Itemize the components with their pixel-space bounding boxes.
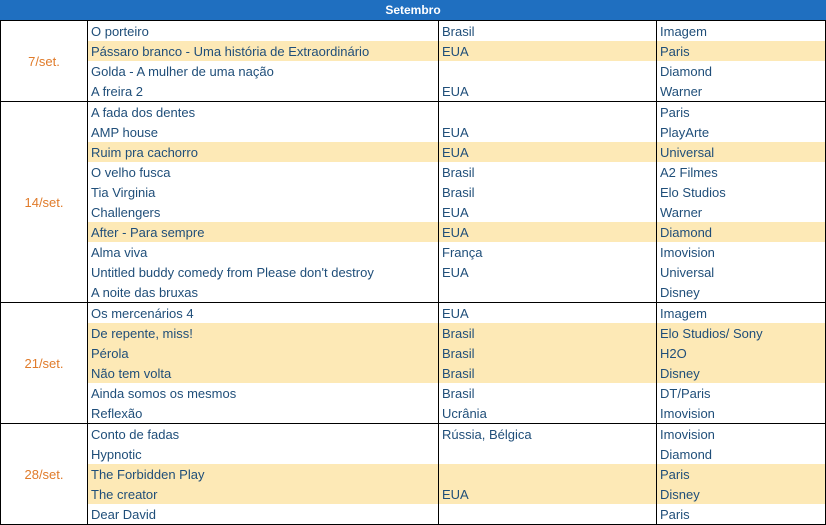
film-title-cell: O velho fusca <box>88 162 439 182</box>
table-row <box>1 142 826 162</box>
country-cell: EUA <box>439 222 657 242</box>
country-cell: Rússia, Bélgica <box>439 424 657 445</box>
table-row <box>1 464 826 484</box>
table-row <box>1 323 826 343</box>
distributor-cell: Disney <box>657 363 826 383</box>
distributor-cell: Paris <box>657 464 826 484</box>
film-title-cell: Conto de fadas <box>88 424 439 445</box>
country-cell: Brasil <box>439 323 657 343</box>
film-title-cell: O porteiro <box>88 21 439 41</box>
country-cell: Brasil <box>439 363 657 383</box>
distributor-cell: Universal <box>657 142 826 162</box>
table-row <box>1 81 826 102</box>
table-row <box>1 222 826 242</box>
table-row <box>1 41 826 61</box>
country-cell: EUA <box>439 142 657 162</box>
distributor-cell: Paris <box>657 41 826 61</box>
distributor-cell: Imagem <box>657 21 826 41</box>
table-row <box>1 202 826 222</box>
table-row <box>1 504 826 525</box>
distributor-cell: Diamond <box>657 61 826 81</box>
film-title-cell: Alma viva <box>88 242 439 262</box>
film-title-cell: Untitled buddy comedy from Please don't destroy <box>88 262 439 282</box>
film-title-cell: After - Para sempre <box>88 222 439 242</box>
distributor-cell: Warner <box>657 81 826 102</box>
country-cell: Brasil <box>439 383 657 403</box>
country-cell: EUA <box>439 41 657 61</box>
release-table <box>0 21 826 525</box>
film-title-cell: Ruim pra cachorro <box>88 142 439 162</box>
table-row <box>1 242 826 262</box>
distributor-cell: Universal <box>657 262 826 282</box>
country-cell: Brasil <box>439 343 657 363</box>
country-cell: Brasil <box>439 162 657 182</box>
film-title-cell: De repente, miss! <box>88 323 439 343</box>
film-title-cell: Os mercenários 4 <box>88 303 439 324</box>
country-cell: EUA <box>439 484 657 504</box>
table-row <box>1 182 826 202</box>
distributor-cell: Imovision <box>657 242 826 262</box>
distributor-cell: Imovision <box>657 403 826 424</box>
film-title-cell: Reflexão <box>88 403 439 424</box>
table-row <box>1 262 826 282</box>
country-cell: EUA <box>439 303 657 324</box>
film-title-cell: Golda - A mulher de uma nação <box>88 61 439 81</box>
country-cell <box>439 282 657 303</box>
distributor-cell: Disney <box>657 484 826 504</box>
country-cell <box>439 444 657 464</box>
table-row <box>1 162 826 182</box>
distributor-cell: Imovision <box>657 424 826 445</box>
distributor-cell: Diamond <box>657 222 826 242</box>
distributor-cell: Disney <box>657 282 826 303</box>
country-cell <box>439 102 657 123</box>
distributor-cell: Paris <box>657 102 826 123</box>
table-row <box>1 102 826 123</box>
film-title-cell: The creator <box>88 484 439 504</box>
country-cell: França <box>439 242 657 262</box>
film-title-cell: Pérola <box>88 343 439 363</box>
film-title-cell: Dear David <box>88 504 439 525</box>
country-cell: Brasil <box>439 21 657 41</box>
release-table-body <box>1 21 826 525</box>
release-date-cell: 28/set. <box>1 424 88 525</box>
country-cell <box>439 504 657 525</box>
table-row <box>1 363 826 383</box>
film-title-cell: A freira 2 <box>88 81 439 102</box>
country-cell: EUA <box>439 202 657 222</box>
table-row <box>1 282 826 303</box>
table-row <box>1 61 826 81</box>
film-title-cell: Challengers <box>88 202 439 222</box>
distributor-cell: PlayArte <box>657 122 826 142</box>
table-row <box>1 403 826 424</box>
distributor-cell: Elo Studios/ Sony <box>657 323 826 343</box>
distributor-cell: H2O <box>657 343 826 363</box>
country-cell <box>439 464 657 484</box>
film-title-cell: Não tem volta <box>88 363 439 383</box>
film-title-cell: The Forbidden Play <box>88 464 439 484</box>
film-title-cell: A noite das bruxas <box>88 282 439 303</box>
film-title-cell: Tia Virginia <box>88 182 439 202</box>
release-date-cell: 21/set. <box>1 303 88 424</box>
country-cell: Brasil <box>439 182 657 202</box>
distributor-cell: Elo Studios <box>657 182 826 202</box>
distributor-cell: Imagem <box>657 303 826 324</box>
country-cell: EUA <box>439 122 657 142</box>
table-row <box>1 484 826 504</box>
table-row <box>1 122 826 142</box>
country-cell: EUA <box>439 81 657 102</box>
distributor-cell: Paris <box>657 504 826 525</box>
release-date-cell: 7/set. <box>1 21 88 102</box>
country-cell: EUA <box>439 262 657 282</box>
country-cell <box>439 61 657 81</box>
table-row <box>1 444 826 464</box>
distributor-cell: Warner <box>657 202 826 222</box>
film-title-cell: A fada dos dentes <box>88 102 439 123</box>
release-date-cell: 14/set. <box>1 102 88 303</box>
film-title-cell: Pássaro branco - Uma história de Extraordinário <box>88 41 439 61</box>
table-row <box>1 383 826 403</box>
film-title-cell: Ainda somos os mesmos <box>88 383 439 403</box>
month-header: Setembro <box>0 0 826 21</box>
distributor-cell: Diamond <box>657 444 826 464</box>
table-row <box>1 303 826 324</box>
table-row <box>1 424 826 445</box>
film-title-cell: AMP house <box>88 122 439 142</box>
table-row <box>1 21 826 41</box>
table-row <box>1 343 826 363</box>
distributor-cell: DT/Paris <box>657 383 826 403</box>
country-cell: Ucrânia <box>439 403 657 424</box>
distributor-cell: A2 Filmes <box>657 162 826 182</box>
film-title-cell: Hypnotic <box>88 444 439 464</box>
